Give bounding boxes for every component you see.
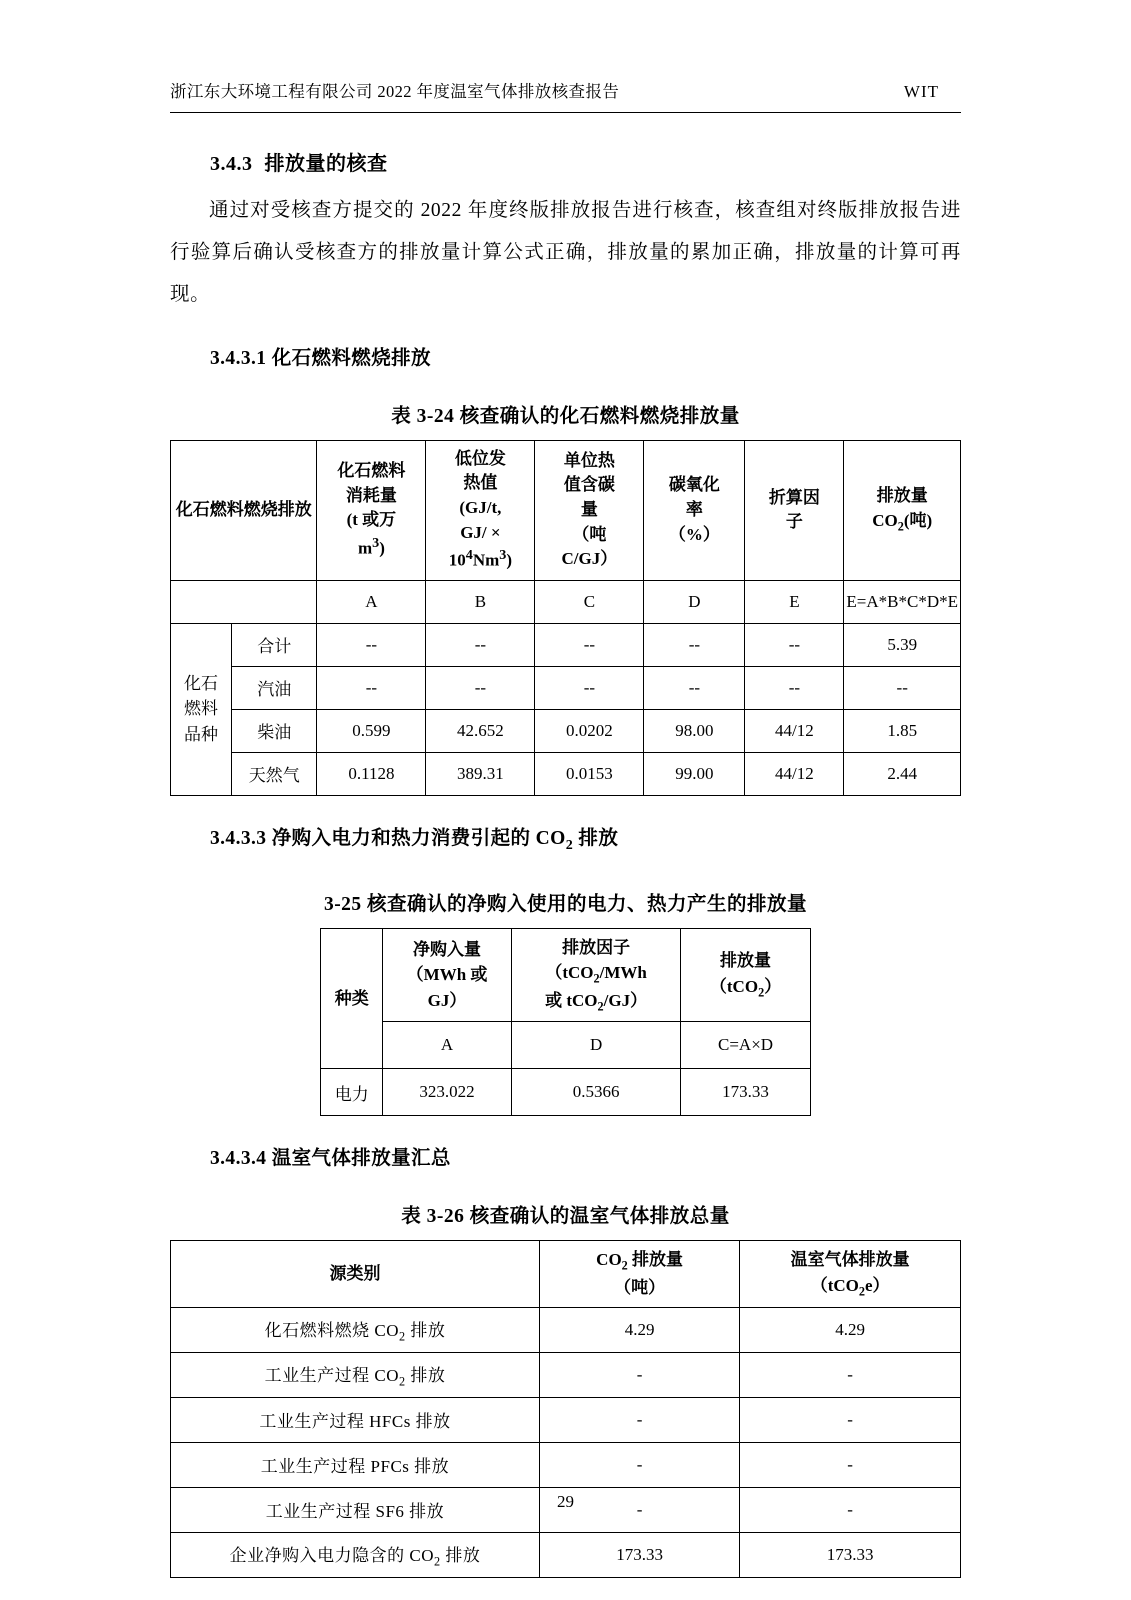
- subsection-heading-3434: 3.4.3.4 温室气体排放量汇总: [210, 1148, 451, 1170]
- cell-sf6-ghg: -: [740, 1487, 961, 1532]
- group-label-fuel-type: 化石 燃料 品种: [171, 623, 232, 795]
- row-label-natural-gas: 天然气: [232, 752, 317, 795]
- header-cell-oxidation-rate: 碳氧化 率 （%）: [644, 440, 745, 580]
- cell-fossil-co2: 4.29: [539, 1307, 739, 1352]
- cell-pfcs-co2: -: [539, 1442, 739, 1487]
- header-cell-category: 化石燃料燃烧排放: [171, 440, 317, 580]
- row-label-gasoline: 汽油: [232, 666, 317, 709]
- cell-pfcs-ghg: -: [740, 1442, 961, 1487]
- section-heading-343: [210, 147, 961, 176]
- row-label-fossil-fuel-co2: 化石燃料燃烧 $CO_2$ 排放: [171, 1307, 540, 1352]
- code-cell-d: D: [511, 1022, 681, 1069]
- subsection-text-c: 排放: [573, 827, 619, 849]
- cell-gasoline-b: --: [426, 666, 535, 709]
- cell-diesel-e: 44/12: [745, 709, 844, 752]
- table-row: [321, 1069, 810, 1116]
- table-row: [171, 1397, 961, 1442]
- table-row-codes: [321, 1022, 810, 1069]
- code-cell-formula: C=A×D: [681, 1022, 810, 1069]
- section-number: 3.4.3: [210, 153, 253, 175]
- cell-total-c: --: [535, 623, 644, 666]
- cell-gasoline-c: --: [535, 666, 644, 709]
- row-label-process-sf6: 工业生产过程 SF6 排放: [171, 1487, 540, 1532]
- subsection-text-sub: 2: [565, 836, 574, 853]
- table-row: [171, 623, 961, 666]
- header-cell-net-purchase: 净购入量 （MWh 或 GJ）: [383, 928, 512, 1022]
- cell-diesel-c: 0.0202: [535, 709, 644, 752]
- cell-total-a: --: [317, 623, 426, 666]
- cell-gas-d: 99.00: [644, 752, 745, 795]
- cell-hfcs-ghg: -: [740, 1397, 961, 1442]
- cell-diesel-a: 0.599: [317, 709, 426, 752]
- table-row: [171, 1532, 961, 1577]
- table-324-caption: 表 3-24 核查确认的化石燃料燃烧排放量: [391, 405, 740, 427]
- cell-process-ghg: -: [740, 1352, 961, 1397]
- row-label-process-co2: 工业生产过程 $CO_2$ 排放: [171, 1352, 540, 1397]
- header-cell-co2-amount: $CO_2$ 排放量 （吨）: [539, 1241, 739, 1307]
- row-label-process-pfcs: 工业生产过程 PFCs 排放: [171, 1442, 540, 1487]
- table-326-caption: 表 3-26 核查确认的温室气体排放总量: [401, 1206, 730, 1228]
- header-cell-type: 种类: [321, 928, 383, 1069]
- code-cell-b: B: [426, 580, 535, 623]
- code-cell-a: A: [317, 580, 426, 623]
- row-label-process-hfcs: 工业生产过程 HFCs 排放: [171, 1397, 540, 1442]
- cell-electricity-emission: 173.33: [681, 1069, 810, 1116]
- table-fossil-fuel-emissions: [170, 440, 961, 796]
- table-row: [171, 1241, 961, 1307]
- page-header: [170, 78, 961, 113]
- cell-process-co2: -: [539, 1352, 739, 1397]
- cell-gas-a: 0.1128: [317, 752, 426, 795]
- cell-purchased-ghg: 173.33: [740, 1532, 961, 1577]
- cell-total-d: --: [644, 623, 745, 666]
- cell-total-emission: 5.39: [844, 623, 961, 666]
- header-cell-emission-factor: 排放因子 （tCO$_2$/MWh 或 tCO$_2$/GJ）: [511, 928, 681, 1022]
- row-label-electricity: 电力: [321, 1069, 383, 1116]
- table-row-codes: [171, 580, 961, 623]
- cell-sf6-co2: -: [539, 1487, 739, 1532]
- cell-gas-b: 389.31: [426, 752, 535, 795]
- table-row: [171, 709, 961, 752]
- header-cell-emission-amount: 排放量 （tCO$_2$）: [681, 928, 810, 1022]
- table-row: [171, 1307, 961, 1352]
- cell-electricity-factor: 0.5366: [511, 1069, 681, 1116]
- cell-gasoline-a: --: [317, 666, 426, 709]
- table-row: [171, 1442, 961, 1487]
- code-cell-d: D: [644, 580, 745, 623]
- cell-gas-emission: 2.44: [844, 752, 961, 795]
- table-325-caption: 3-25 核查确认的净购入使用的电力、热力产生的排放量: [323, 893, 808, 915]
- row-label-diesel: 柴油: [232, 709, 317, 752]
- subsection-text-a: 3.4.3.3 净购入电力和热力消费引起的 CO: [210, 827, 566, 849]
- cell-gasoline-emission: --: [844, 666, 961, 709]
- code-cell-c: C: [535, 580, 644, 623]
- code-cell-e: E: [745, 580, 844, 623]
- cell-gas-e: 44/12: [745, 752, 844, 795]
- cell-total-e: --: [745, 623, 844, 666]
- code-cell-a: A: [383, 1022, 512, 1069]
- header-cell-carbon-content: 单位热 值含碳 量 （吨 C/GJ）: [535, 440, 644, 580]
- cell-gas-c: 0.0153: [535, 752, 644, 795]
- section-paragraph: 通过对受核查方提交的 2022 年度终版排放报告进行核查，核查组对终版排放报告进行验算后确认受核查方的排放量计算公式正确，排放量的累加正确，排放量的计算可再现。: [170, 200, 961, 305]
- code-cell-blank: [171, 580, 317, 623]
- cell-gasoline-d: --: [644, 666, 745, 709]
- table-purchased-power-emissions: [320, 928, 810, 1117]
- table-row: [171, 752, 961, 795]
- cell-hfcs-co2: -: [539, 1397, 739, 1442]
- header-cell-calorific: 低位发 热值 (GJ/t, GJ/ × $10^4Nm^3$): [426, 440, 535, 580]
- table-ghg-total-emissions: [170, 1240, 961, 1577]
- cell-electricity-amount: 323.022: [383, 1069, 512, 1116]
- header-title: 浙江东大环境工程有限公司 2022 年度温室气体排放核查报告: [170, 82, 620, 101]
- header-logo-text: WIT: [903, 82, 939, 101]
- cell-diesel-b: 42.652: [426, 709, 535, 752]
- header-cell-emission: 排放量 $CO_2$(吨): [844, 440, 961, 580]
- code-cell-formula: E=A*B*C*D*E: [844, 580, 961, 623]
- table-row: [171, 666, 961, 709]
- cell-purchased-co2: 173.33: [539, 1532, 739, 1577]
- cell-gasoline-e: --: [745, 666, 844, 709]
- header-cell-ghg-amount: 温室气体排放量 （tCO$_2$e）: [740, 1241, 961, 1307]
- table-row: [171, 1352, 961, 1397]
- page-number: 29: [557, 1492, 574, 1511]
- header-cell-conversion-factor: 折算因 子: [745, 440, 844, 580]
- header-cell-source-category: 源类别: [171, 1241, 540, 1307]
- cell-total-b: --: [426, 623, 535, 666]
- header-cell-consumption: 化石燃料 消耗量 (t 或万 $m^3$): [317, 440, 426, 580]
- table-row: [321, 928, 810, 1022]
- subsection-heading-3433: [210, 822, 961, 854]
- cell-fossil-ghg: 4.29: [740, 1307, 961, 1352]
- subsection-heading-3431: 3.4.3.1 化石燃料燃烧排放: [210, 347, 431, 369]
- row-label-total: 合计: [232, 623, 317, 666]
- row-label-purchased-power-co2: 企业净购入电力隐含的 $CO_2$ 排放: [171, 1532, 540, 1577]
- cell-diesel-emission: 1.85: [844, 709, 961, 752]
- cell-diesel-d: 98.00: [644, 709, 745, 752]
- section-title: 排放量的核查: [264, 153, 388, 175]
